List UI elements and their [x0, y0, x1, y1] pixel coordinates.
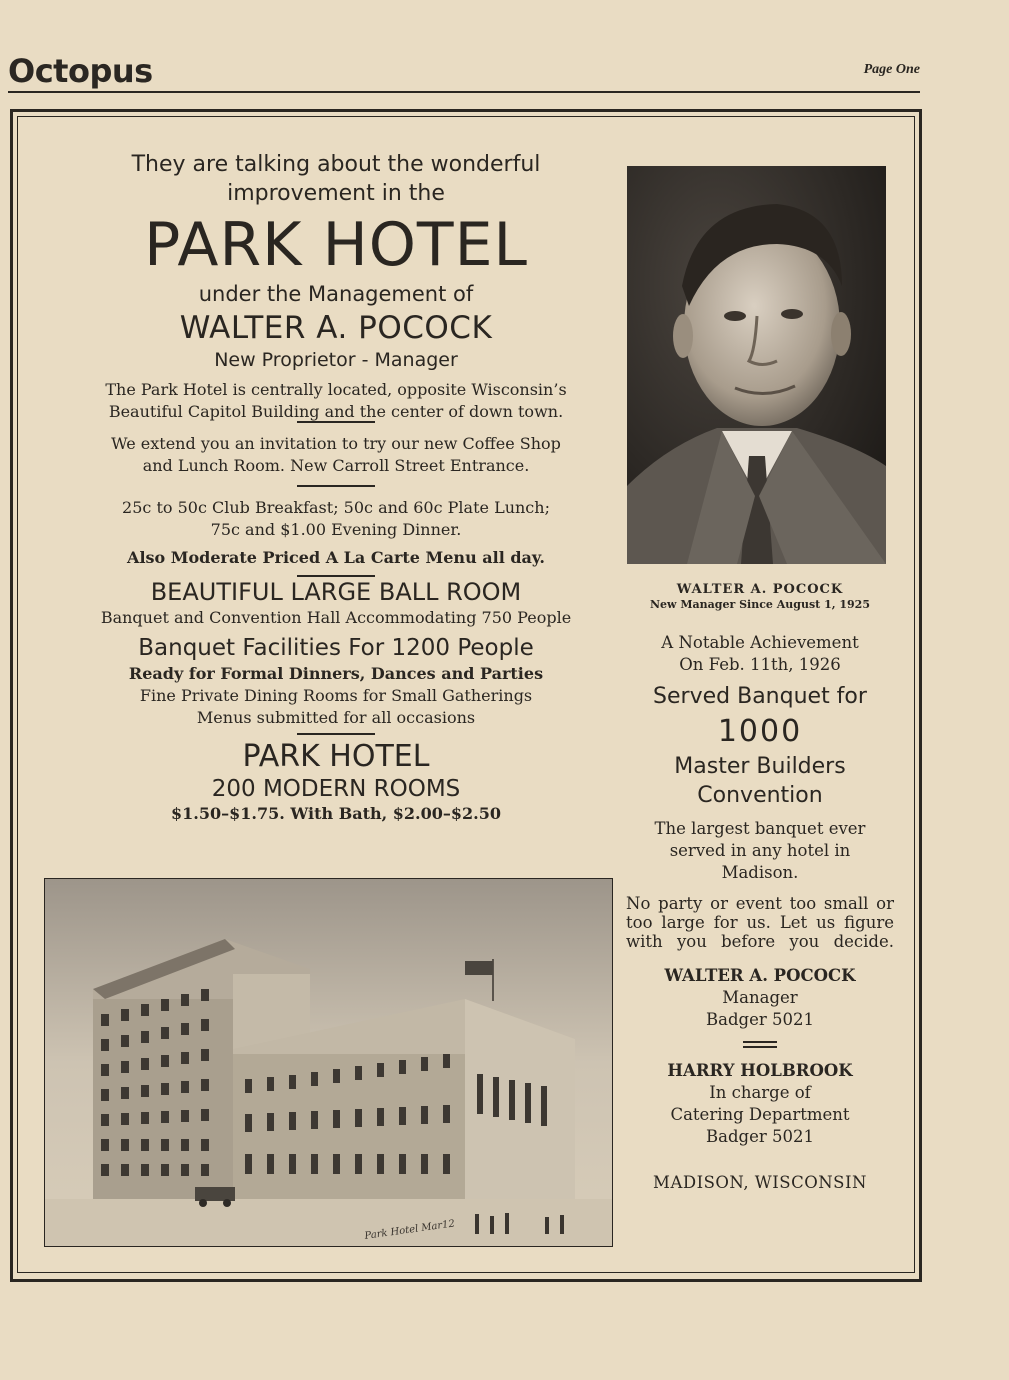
formal-line: Ready for Formal Dinners, Dances and Parties	[128, 664, 544, 683]
double-rule	[743, 1041, 777, 1048]
location-line-1: The Park Hotel is centrally located, opposite Wisconsin’s	[105, 380, 567, 399]
portrait-illustration	[627, 166, 886, 564]
invite-line-2: and Lunch Room. New Carroll Street Entrance.	[142, 456, 530, 475]
room-rates: $1.50–$1.75. With Bath, $2.00–$2.50	[171, 804, 501, 823]
artist-signature: Park Hotel Mar12	[363, 1218, 456, 1242]
served-banquet: Served Banquet for	[653, 684, 867, 709]
page-number: Page One	[863, 62, 920, 77]
contact-1-name: WALTER A. POCOCK	[664, 966, 856, 985]
intro-line-1: They are talking about the wonderful	[131, 152, 541, 177]
photo-caption-since: New Manager Since August 1, 1925	[650, 598, 870, 611]
separator	[297, 733, 375, 735]
party-line-2: too large for us. Let us figure	[626, 913, 894, 932]
location-line-2: Beautiful Capitol Building and the center of down town.	[108, 402, 564, 421]
manager-name: WALTER A. POCOCK	[179, 310, 493, 346]
party-line-3: with you before you decide.	[626, 932, 894, 951]
a-la-carte-line: Also Moderate Priced A La Carte Menu all day.	[127, 548, 545, 567]
intro-line-2: improvement in the	[227, 181, 445, 206]
prices-line-2: 75c and $1.00 Evening Dinner.	[210, 520, 462, 539]
under-management: under the Management of	[198, 282, 474, 306]
masthead-title: Octopus	[8, 52, 153, 90]
master-builders-line-1: Master Builders	[674, 754, 846, 779]
contact-2-phone: Badger 5021	[706, 1127, 814, 1146]
ball-room-heading: BEAUTIFUL LARGE BALL ROOM	[150, 578, 522, 606]
invite-line-1: We extend you an invitation to try our new Coffee Shop	[111, 434, 561, 453]
largest-line-1: The largest banquet ever	[654, 819, 866, 838]
modern-rooms: 200 MODERN ROOMS	[211, 776, 461, 802]
header-rule	[8, 91, 920, 93]
photo-caption-name: WALTER A. POCOCK	[676, 582, 844, 597]
largest-line-3: Madison.	[721, 863, 799, 882]
banquet-count: 1000	[717, 714, 803, 749]
achievement-line-2: On Feb. 11th, 1926	[679, 655, 841, 674]
banquet-facilities: Banquet Facilities For 1200 People	[138, 635, 534, 661]
contact-2-name: HARRY HOLBROOK	[667, 1061, 853, 1080]
private-dining-line: Fine Private Dining Rooms for Small Gatherings	[139, 686, 533, 705]
hotel-title: PARK HOTEL	[144, 210, 528, 280]
contact-1-phone: Badger 5021	[706, 1010, 814, 1029]
prices-line-1: 25c to 50c Club Breakfast; 50c and 60c Plate Lunch;	[122, 498, 550, 517]
page-header	[8, 52, 920, 92]
contact-2-line-2: Catering Department	[670, 1105, 850, 1124]
manager-portrait-photo	[627, 166, 886, 564]
separator	[297, 485, 375, 487]
party-line-1: No party or event too small or	[626, 894, 894, 913]
hotel-building-illustration	[44, 878, 613, 1247]
hotel-title-secondary: PARK HOTEL	[242, 739, 430, 774]
manager-role: New Proprietor - Manager	[214, 349, 458, 371]
contact-2-line-1: In charge of	[709, 1083, 811, 1102]
largest-line-2: served in any hotel in	[669, 841, 851, 860]
master-builders-line-2: Convention	[697, 783, 823, 808]
ad-side-column	[626, 582, 894, 1194]
ad-main-column	[80, 150, 592, 825]
city-line: MADISON, WISCONSIN	[653, 1173, 867, 1192]
contact-1-title: Manager	[722, 988, 798, 1007]
building-drawing	[45, 879, 612, 1246]
menus-line: Menus submitted for all occasions	[196, 708, 476, 727]
convention-hall-line: Banquet and Convention Hall Accommodating 750 People	[100, 608, 572, 627]
achievement-line-1: A Notable Achievement	[661, 633, 859, 652]
